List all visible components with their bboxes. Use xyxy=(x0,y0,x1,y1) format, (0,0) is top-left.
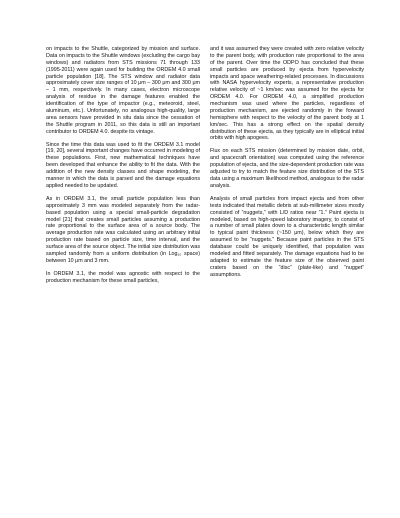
left-paragraph-3: As in ORDEM 3.1, the small particle population less than approximately 3 mm was modeled separately from the radar-based population using a special small-particle degradation model [21] that creates small particles assuming a production rate proportional to the surface area of a source body. The average production rate was calculated using an arbitrary initial production rate based on particle size, time interval, and the surface area of the source object. The initial size distribution was sampled randomly from a uniform distribution (in Log₁₀ space) between 10 μm and 3 mm. xyxy=(46,195,200,264)
right-paragraph-3: Analysis of small particles from impact ejecta and from other tests indicated that metallic debris at sub-millimeter sizes mostly consisted of “nuggets,” with L/D ratios near “1.” Paint ejecta is modeled, based on high-speed laboratory imagery, to consist of a number of small plates down to a characteristic length similar to typical paint thickness (~150 μm), below which they are assumed to be “nuggets.” Because paint particles in the STS database could be uniquely identified, that population was modeled and fitted separately. The damage equations had to be adapted to estimate the feature size of the observed paint craters based on the “disc” (plate-like) and “nugget” assumptions. xyxy=(210,195,364,278)
right-paragraph-1: and it was assumed they were created with zero relative velocity to the parent body, with production rate proportional to the area of the parent. Over time the ODPO has concluded that these small particles are produced by ejecta from hypervelocity impacts and space weathering-related processes. In discussions with NASA hypervelocity experts, a representative production relative velocity of ~1 km/sec was assumed for the ejecta for ORDEM 4.0. For ORDEM 4.0, a simplified production mechanism was used where the particles, regardless of production mechanism, are ejected randomly in the forward hemisphere with respect to the velocity of the parent body at 1 km/sec. This has a strong effect on the spatial density distribution of these ejecta, as they typically are in elliptical initial orbits with high apogees. xyxy=(210,46,364,142)
left-paragraph-2: Since the time this data was used to fit the ORDEM 3.1 model [19, 20], several important changes have occurred in modeling of these populations. First, new mathematical techniques have been developed that enhance the ability to fit the data. With the addition of the new density classes and shape modeling, the manner in which the data is parsed and the damage equations applied needed to be updated. xyxy=(46,141,200,189)
left-column xyxy=(46,46,200,291)
right-column xyxy=(210,46,364,285)
left-paragraph-1: on impacts to the Shuttle, categorized by mission and surface. Data on impacts to the Shuttle windows (excluding the cargo bay windows) and radiators from STS missions 71 through 133 (1995-2011) were again used for building the ORDEM 4.0 small particle population [18]. The STS window and radiator data approximately cover size ranges of 10 μm – 300 μm and 300 μm – 1 mm, respectively. In many cases, electron microscope analysis of residue in the damage features enabled the identification of the type of impactor (e.g., meteoroid, steel, aluminum, etc.). Unfortunately, no analogous high-quality, large area sensors have provided in situ data since the cessation of the Shuttle program in 2011, so this data is still an important contributor to ORDEM 4.0. despite its vintage. xyxy=(46,46,200,135)
left-paragraph-4: In ORDEM 3.1, the model was agnostic with respect to the production mechanism for these small particles, xyxy=(46,270,200,284)
faint-watermark xyxy=(164,420,284,500)
right-paragraph-2: Flux on each STS mission (determined by mission date, orbit, and spacecraft orientation) was computed using the reference population of ejecta, and the size-dependent production rate was adjusted to try to match the feature size distribution of the STS data using a maximum likelihood method, analogous to the radar analysis. xyxy=(210,148,364,189)
